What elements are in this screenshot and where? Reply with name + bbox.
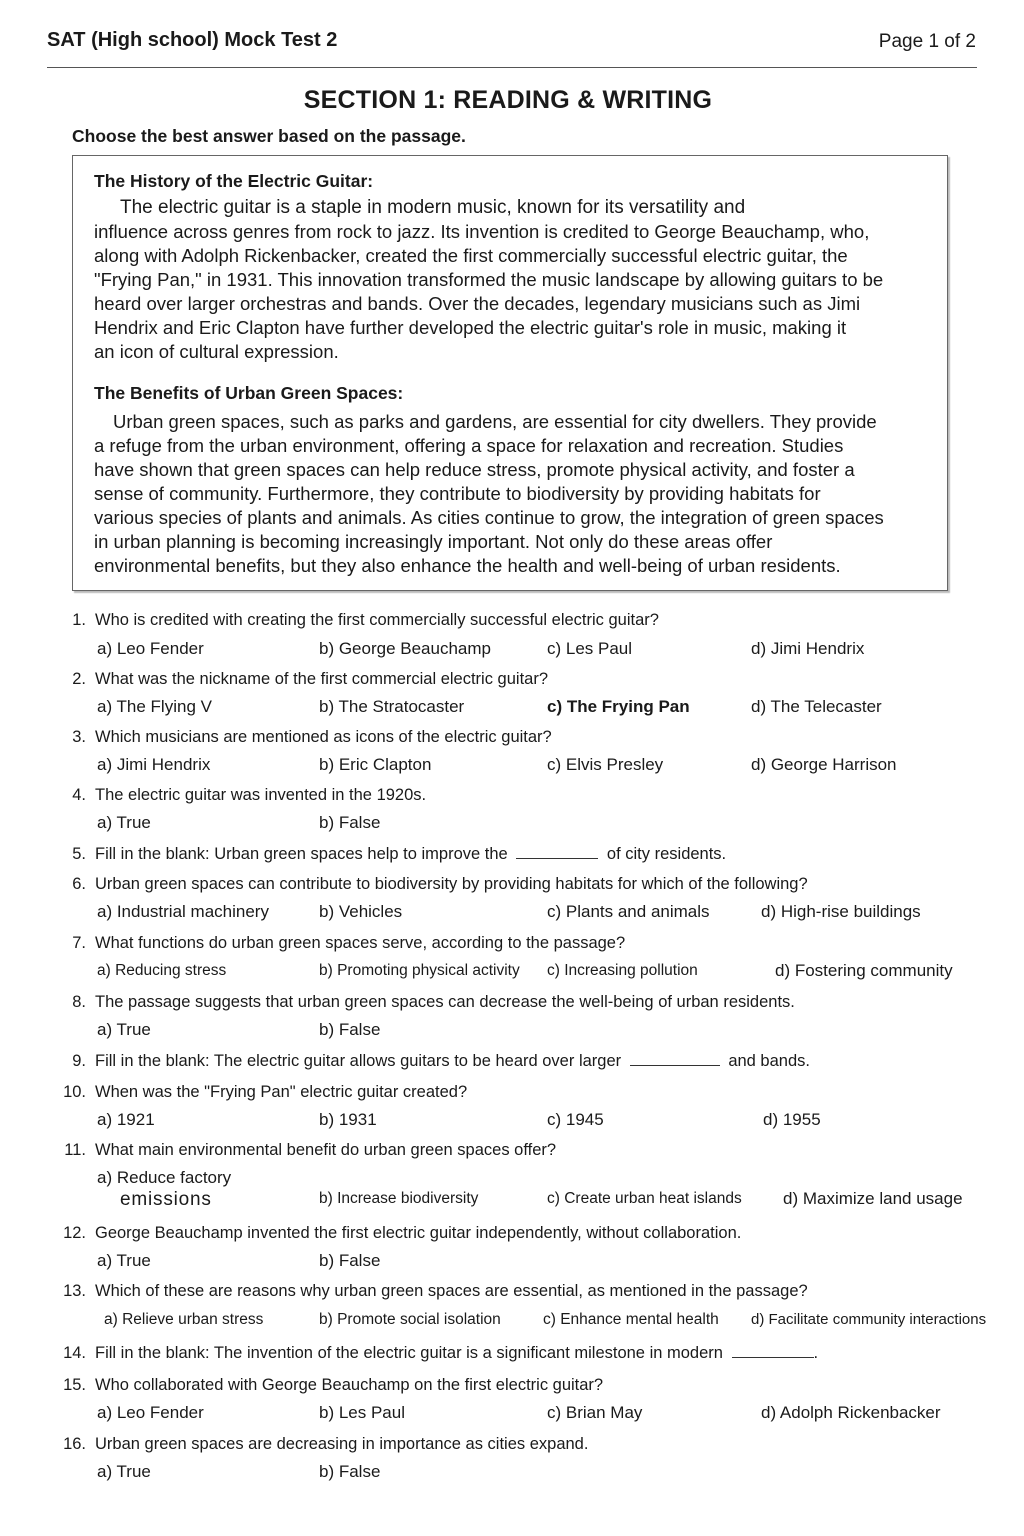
instructions: Choose the best answer based on the passage.	[72, 126, 466, 146]
answer-option[interactable]: a) True	[97, 1020, 151, 1039]
answer-option[interactable]: d) 1955	[763, 1110, 821, 1129]
question-text-after: and bands.	[728, 1052, 810, 1070]
passage-line: a refuge from the urban environment, offering a space for relaxation and recreation. Studies	[94, 435, 844, 456]
answer-option[interactable]: c) 1945	[547, 1110, 604, 1129]
question-text: Who collaborated with George Beauchamp on the first electric guitar?	[95, 1376, 604, 1394]
passage-line: The electric guitar is a staple in modern music, known for its versatility and	[120, 197, 746, 218]
question-text-before: Fill in the blank: Urban green spaces help to improve the	[95, 845, 508, 863]
answer-option[interactable]: c) Elvis Presley	[547, 755, 664, 774]
question-text: What functions do urban green spaces serve, according to the passage?	[95, 934, 626, 952]
passage-line: "Frying Pan," in 1931. This innovation transformed the music landscape by allowing guitars to be	[94, 269, 884, 290]
passage-heading: The History of the Electric Guitar:	[94, 171, 374, 191]
answer-option[interactable]: b) False	[319, 1251, 381, 1270]
question-number: 11.	[64, 1141, 86, 1159]
question-text: What main environmental benefit do urban green spaces offer?	[95, 1141, 557, 1159]
answer-option[interactable]: a) Relieve urban stress	[104, 1311, 264, 1328]
answer-option[interactable]: a) Jimi Hendrix	[97, 755, 211, 774]
answer-option[interactable]: a) Reduce factory	[97, 1168, 232, 1187]
answer-blank[interactable]	[516, 846, 598, 859]
answer-option[interactable]: c) Create urban heat islands	[547, 1190, 742, 1207]
question-text: When was the "Frying Pan" electric guitar created?	[95, 1083, 468, 1101]
answer-option[interactable]: b) Eric Clapton	[319, 755, 432, 774]
question-text: Which musicians are mentioned as icons of the electric guitar?	[95, 728, 552, 746]
answer-option[interactable]: d) Facilitate community interactions	[751, 1311, 987, 1328]
question-text-before: Fill in the blank: The invention of the electric guitar is a significant milestone in modern	[95, 1344, 723, 1362]
answer-option[interactable]: b) 1931	[319, 1110, 377, 1129]
answer-option[interactable]: c) The Frying Pan	[547, 697, 690, 716]
answer-option[interactable]: c) Enhance mental health	[543, 1311, 719, 1328]
answer-blank[interactable]	[630, 1053, 720, 1066]
question-number: 5.	[72, 845, 86, 863]
passage-line: sense of community. Furthermore, they contribute to biodiversity by providing habitats for	[94, 483, 821, 504]
question-number: 4.	[72, 786, 86, 804]
passage-line: an icon of cultural expression.	[94, 341, 339, 362]
question-number: 16.	[63, 1435, 86, 1453]
passage-line: have shown that green spaces can help reduce stress, promote physical activity, and foster a	[94, 459, 855, 480]
question-text: Who is credited with creating the first commercially successful electric guitar?	[95, 611, 659, 629]
question-text	[95, 845, 726, 864]
answer-option[interactable]: d) Jimi Hendrix	[751, 639, 865, 658]
answer-option[interactable]: b) Promoting physical activity	[319, 962, 520, 979]
question-number: 8.	[72, 993, 86, 1011]
answer-option[interactable]: a) True	[97, 813, 151, 832]
question-number: 15.	[63, 1376, 86, 1394]
answer-option[interactable]: b) Increase biodiversity	[319, 1190, 479, 1207]
answer-option[interactable]: c) Les Paul	[547, 639, 633, 658]
answer-option[interactable]: a) 1921	[97, 1110, 155, 1129]
answer-option[interactable]: a) Industrial machinery	[97, 902, 269, 921]
answer-option[interactable]: b) The Stratocaster	[319, 697, 465, 716]
answer-option[interactable]: a) The Flying V	[97, 697, 212, 716]
question-number: 12.	[63, 1224, 86, 1242]
answer-option[interactable]: a) True	[97, 1251, 151, 1270]
answer-option[interactable]: a) Leo Fender	[97, 1403, 204, 1422]
question-number: 1.	[72, 611, 86, 629]
answer-option[interactable]: a) Reducing stress	[97, 962, 227, 979]
answer-option[interactable]: d) The Telecaster	[751, 697, 882, 716]
question-number: 9.	[72, 1052, 86, 1070]
question-text: The electric guitar was invented in the 1920s.	[95, 786, 427, 804]
answer-option[interactable]: a) True	[97, 1462, 151, 1481]
answer-option[interactable]: d) Adolph Rickenbacker	[761, 1403, 941, 1422]
question-number: 14.	[63, 1344, 86, 1362]
question-text	[95, 1052, 810, 1071]
answer-option[interactable]: b) Les Paul	[319, 1403, 405, 1422]
answer-option[interactable]: b) George Beauchamp	[319, 639, 491, 658]
answer-option[interactable]: b) Vehicles	[319, 902, 403, 921]
answer-option[interactable]: b) False	[319, 1020, 381, 1039]
answer-option[interactable]: d) Maximize land usage	[783, 1189, 963, 1208]
question-number: 2.	[72, 670, 86, 688]
answer-option[interactable]: c) Brian May	[547, 1403, 643, 1422]
question-text: Urban green spaces are decreasing in importance as cities expand.	[95, 1435, 589, 1453]
page-number: Page 1 of 2	[878, 31, 976, 52]
question-text: The passage suggests that urban green spaces can decrease the well-being of urban residents.	[95, 993, 795, 1011]
question-text: What was the nickname of the first commercial electric guitar?	[95, 670, 549, 688]
question-text-after: .	[813, 1344, 819, 1362]
answer-option[interactable]: d) High-rise buildings	[761, 902, 921, 921]
question-number: 3.	[72, 728, 86, 746]
passage-heading: The Benefits of Urban Green Spaces:	[94, 383, 404, 403]
question-text: Urban green spaces can contribute to biodiversity by providing habitats for which of the following?	[95, 875, 808, 893]
answer-option[interactable]: c) Plants and animals	[547, 902, 710, 921]
question-text-before: Fill in the blank: The electric guitar allows guitars to be heard over larger	[95, 1052, 622, 1070]
section-title: SECTION 1: READING & WRITING	[303, 86, 713, 114]
answer-option[interactable]: b) False	[319, 813, 381, 832]
question-number: 6.	[72, 875, 86, 893]
passage-line: heard over larger orchestras and bands. Over the decades, legendary musicians such as Jimi	[94, 293, 861, 314]
passage-line: along with Adolph Rickenbacker, created the first commercially successful electric guitar, the	[94, 245, 848, 266]
question-text	[95, 1344, 818, 1363]
question-number: 13.	[63, 1282, 86, 1300]
question-text: George Beauchamp invented the first electric guitar independently, without collaboration.	[95, 1224, 742, 1242]
question-number: 10.	[63, 1083, 86, 1101]
answer-option[interactable]: b) False	[319, 1462, 381, 1481]
answer-option[interactable]: b) Promote social isolation	[319, 1311, 501, 1328]
question-text-after: of city residents.	[606, 845, 727, 863]
passage-line: influence across genres from rock to jazz. Its invention is credited to George Beauchamp, who,	[94, 221, 870, 242]
answer-option[interactable]: a) Leo Fender	[97, 639, 204, 658]
question-number: 7.	[72, 934, 86, 952]
passage-line: Urban green spaces, such as parks and gardens, are essential for city dwellers. They provide	[113, 411, 877, 432]
passage-line: Hendrix and Eric Clapton have further developed the electric guitar's role in music, making it	[94, 317, 847, 338]
answer-option-continued[interactable]: emissions	[120, 1189, 212, 1210]
answer-option[interactable]: d) Fostering community	[775, 961, 953, 980]
question-text: Which of these are reasons why urban green spaces are essential, as mentioned in the passage?	[95, 1282, 808, 1300]
test-title: SAT (High school) Mock Test 2	[47, 29, 338, 51]
header-divider	[47, 67, 977, 68]
passage-line: various species of plants and animals. As cities continue to grow, the integration of green spaces	[94, 507, 884, 528]
answer-option[interactable]: d) George Harrison	[751, 755, 897, 774]
answer-option[interactable]: c) Increasing pollution	[547, 962, 698, 979]
answer-blank[interactable]	[732, 1345, 814, 1358]
passage-line: environmental benefits, but they also enhance the health and well-being of urban residents.	[94, 555, 841, 576]
passage-line: in urban planning is becoming increasingly important. Not only do these areas offer	[94, 531, 773, 552]
